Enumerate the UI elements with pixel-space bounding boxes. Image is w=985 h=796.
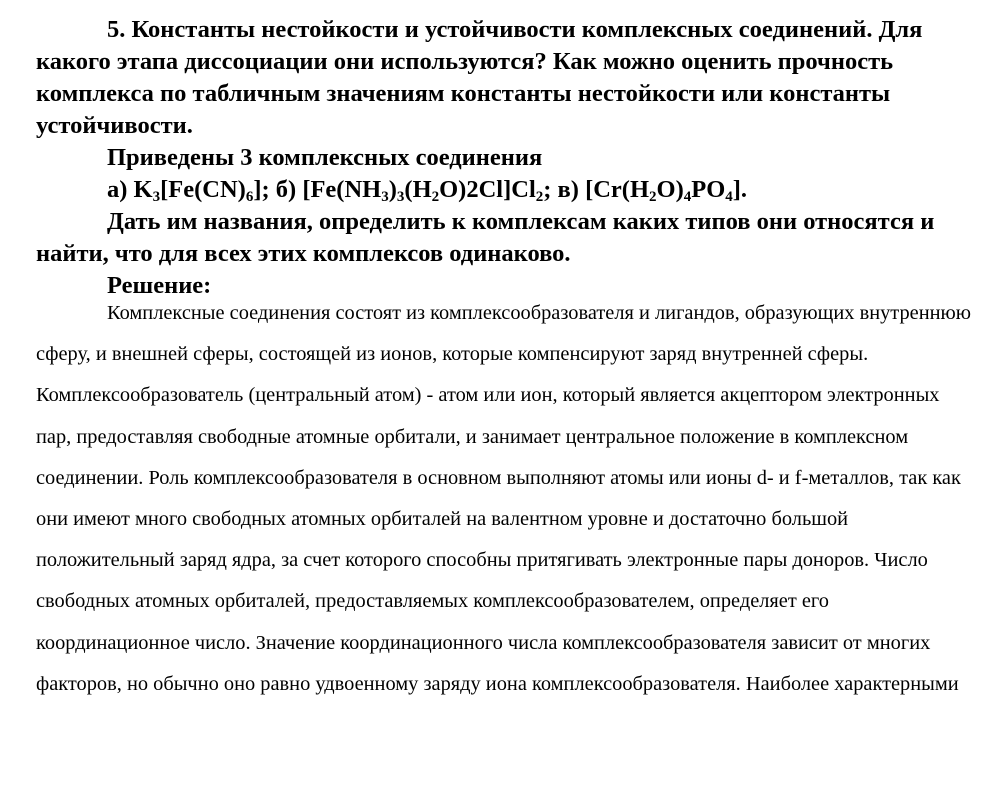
formula-subscript: 2 — [431, 189, 440, 205]
formula-part: ] — [253, 176, 262, 203]
formula-part: [Cr(H — [585, 176, 650, 203]
formula-part: [Fe(NH — [302, 176, 382, 203]
formula-separator: ; б) — [261, 176, 303, 203]
formula-part: O)2Cl]Cl — [439, 176, 536, 203]
question-block — [36, 14, 971, 302]
formula-part: ]. — [732, 176, 748, 203]
formula-part: K — [133, 176, 153, 203]
formula-part: O) — [656, 176, 684, 203]
formula-subscript: 2 — [535, 189, 544, 205]
formula-separator: ; в) — [543, 176, 586, 203]
solution-heading: Решение: — [107, 272, 212, 299]
document-page — [36, 14, 971, 705]
formula-label-a: а) — [107, 176, 134, 203]
formula-subscript: 3 — [396, 189, 405, 205]
question-paragraph: 5. Константы нестойкости и устойчивости комплексных соединений. Для какого этапа диссоциации они используются? Как можно оценить прочность комплекса по табличным значениям константы нестойкости или константы устойчивости. — [36, 16, 923, 139]
formula-subscript: 6 — [245, 189, 254, 205]
task-paragraph: Дать им названия, определить к комплексам каких типов они относятся и найти, что для всех этих комплексов одинаково. — [36, 208, 935, 267]
solution-text: Комплексные соединения состоят из комплексообразователя и лигандов, образующих внутреннюю сферу, и внешней сферы, состоящей из ионов, которые компенсируют заряд внутренней сферы. Комплексообразователь (центральный атом) - атом или ион, который является акцептором электронных пар, предоставляя свободные атомные орбитали, и занимает центральное положение в комплексном соединении. Роль комплексообразователя в основном выполняют атомы или ионы d- и f-металлов, так как они имеют много свободных атомных орбиталей на валентном уровне и достаточно большой положительный заряд ядра, за счет которого способны притягивать электронные пары доноров. Число свободных атомных орбиталей, предоставляемых комплексообразователем, определяет его координационное число. Значение координационного числа комплексообразователя зависит от многих факторов, но обычно оно равно удвоенному заряду иона комплексообразователя. Наиболее характерными — [36, 302, 972, 695]
formula-subscript: 4 — [683, 189, 692, 205]
formula-part: (H — [404, 176, 432, 203]
compound-formulas — [36, 174, 971, 206]
formula-part: PO — [691, 176, 726, 203]
formula-part: [Fe(CN) — [160, 176, 246, 203]
compounds-intro: Приведены 3 комплексных соединения — [107, 144, 543, 171]
formula-subscript: 2 — [649, 189, 657, 205]
formula-subscript: 4 — [725, 189, 733, 205]
formula-part: ) — [388, 176, 397, 203]
formula-subscript: 3 — [381, 189, 389, 205]
formula-subscript: 3 — [152, 189, 161, 205]
